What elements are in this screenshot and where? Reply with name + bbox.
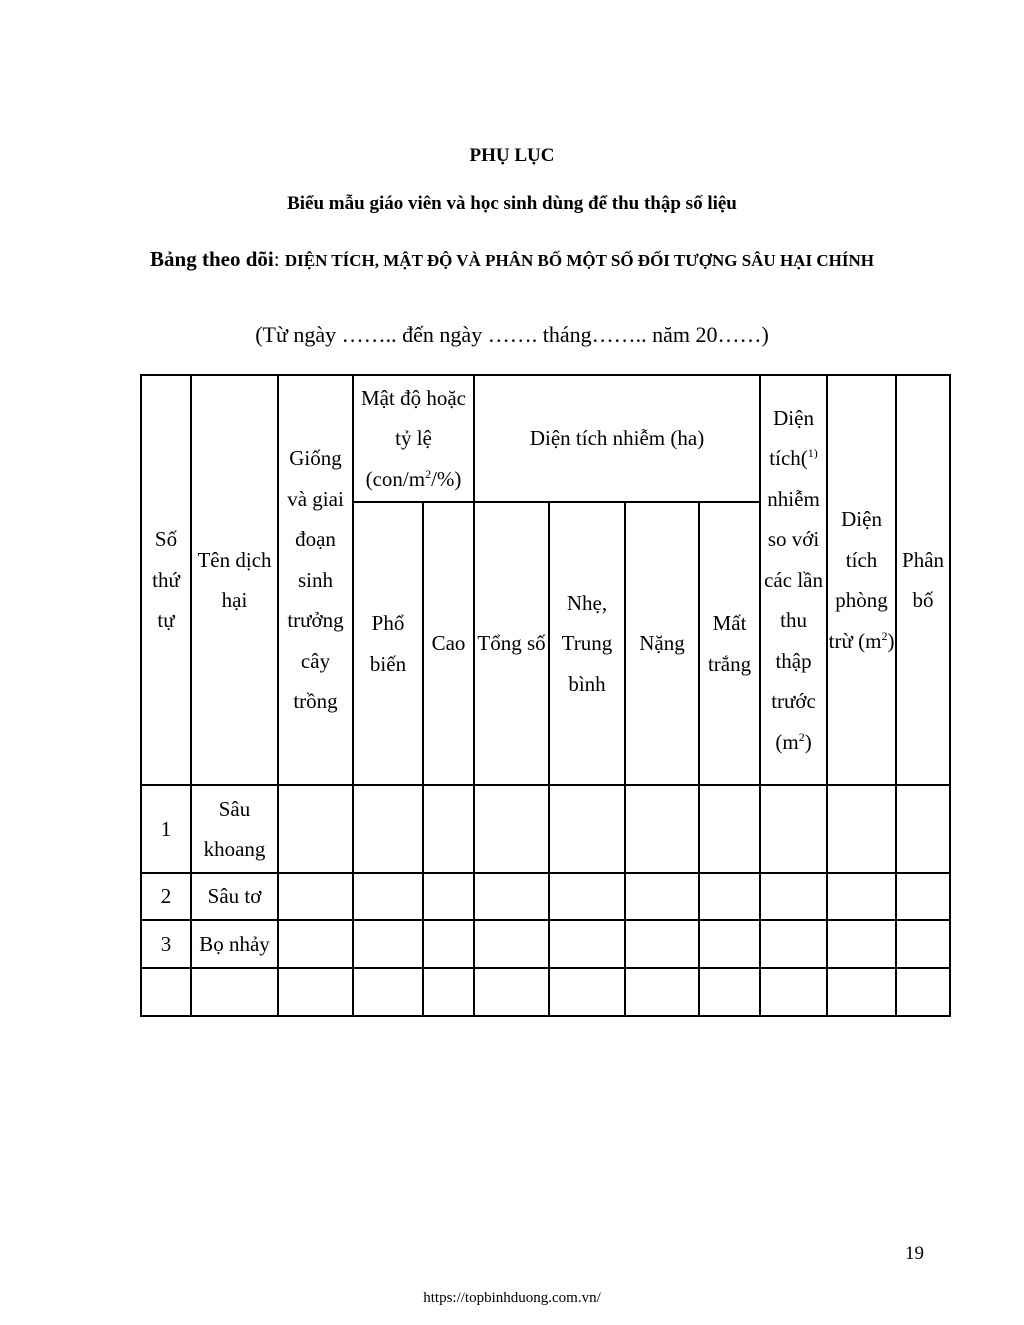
- table-title-caps: DIỆN TÍCH, MẬT ĐỘ VÀ PHÂN BỐ MỘT SỐ ĐỐI TƯỢNG SÂU HẠI CHÍNH: [284, 251, 874, 270]
- header-heavy: Nặng: [625, 502, 699, 785]
- empty-cell: [549, 873, 625, 920]
- empty-cell: [760, 785, 827, 873]
- empty-cell: [278, 920, 353, 968]
- empty-cell: [353, 785, 423, 873]
- header-treated-area-end: ): [887, 628, 895, 653]
- empty-cell: [423, 968, 474, 1016]
- header-area-compare-tail: nhiễm so với các lần thu thập trước (m: [764, 486, 823, 754]
- empty-cell: [896, 873, 950, 920]
- empty-cell: [353, 968, 423, 1016]
- page-number: 19: [905, 1243, 924, 1264]
- table-row: [141, 968, 950, 1016]
- row-stt: 3: [141, 920, 191, 968]
- row-pest-name: Sâu tơ: [191, 873, 278, 920]
- empty-cell: [353, 920, 423, 968]
- header-density-tail: /%): [431, 466, 462, 491]
- date-range: (Từ ngày …….. đến ngày ……. tháng…….. năm 20……): [255, 322, 769, 347]
- header-light-medium: Nhẹ, Trung bình: [549, 502, 625, 785]
- empty-cell: [827, 920, 896, 968]
- empty-cell: [699, 920, 760, 968]
- empty-cell: [423, 873, 474, 920]
- header-distribution: Phân bố: [896, 375, 950, 785]
- header-infected-area: Diện tích nhiễm (ha): [474, 375, 760, 502]
- row-pest-name: [191, 968, 278, 1016]
- header-pest-name: Tên dịch hại: [191, 375, 278, 785]
- empty-cell: [549, 968, 625, 1016]
- empty-cell: [699, 785, 760, 873]
- pest-monitoring-table: [140, 374, 951, 1017]
- empty-cell: [760, 920, 827, 968]
- header-treated-area: [827, 375, 896, 785]
- header-density-sup: 2: [425, 466, 432, 481]
- appendix-title: PHỤ LỤC: [469, 145, 555, 166]
- header-high: Cao: [423, 502, 474, 785]
- table-row: [141, 873, 950, 920]
- row-pest-name: Sâu khoang: [191, 785, 278, 873]
- empty-cell: [699, 873, 760, 920]
- header-density-text: Mật độ hoặc tỷ lệ (con/m: [361, 385, 466, 491]
- header-common: Phổ biến: [353, 502, 423, 785]
- empty-cell: [474, 920, 549, 968]
- row-stt: 1: [141, 785, 191, 873]
- table-title: [0, 240, 1024, 280]
- empty-cell: [625, 785, 699, 873]
- empty-cell: [423, 785, 474, 873]
- header-stt: Số thứ tự: [141, 375, 191, 785]
- empty-cell: [423, 920, 474, 968]
- empty-cell: [549, 920, 625, 968]
- empty-cell: [896, 785, 950, 873]
- header-crop-loss: Mất trắng: [699, 502, 760, 785]
- empty-cell: [474, 785, 549, 873]
- row-pest-name: Bọ nhảy: [191, 920, 278, 968]
- empty-cell: [896, 920, 950, 968]
- row-stt: [141, 968, 191, 1016]
- row-stt: 2: [141, 873, 191, 920]
- empty-cell: [625, 920, 699, 968]
- empty-cell: [625, 968, 699, 1016]
- empty-cell: [760, 873, 827, 920]
- header-area-compare-sup2: 2: [798, 729, 805, 744]
- header-treated-area-sup: 2: [881, 628, 888, 643]
- empty-cell: [278, 968, 353, 1016]
- table-title-prefix: Bảng theo dõi: [150, 247, 274, 271]
- source-url[interactable]: https://topbinhduong.com.vn/: [423, 1290, 601, 1306]
- header-treated-area-text: Diện tích phòng trừ (m: [828, 507, 888, 653]
- empty-cell: [353, 873, 423, 920]
- header-variety: Giống và giai đoạn sinh trưởng cây trồng: [278, 375, 353, 785]
- table-row: [141, 920, 950, 968]
- empty-cell: [549, 785, 625, 873]
- empty-cell: [699, 968, 760, 1016]
- header-density: [353, 375, 474, 502]
- empty-cell: [278, 785, 353, 873]
- table-title-colon: :: [273, 247, 285, 271]
- header-area-compare-sup: 1): [807, 446, 818, 461]
- empty-cell: [827, 785, 896, 873]
- header-area-compare-text: Diện tích(: [769, 405, 814, 471]
- header-area-compare-end: ): [804, 729, 812, 754]
- table-row: [141, 785, 950, 873]
- header-area-compare: [760, 375, 827, 785]
- empty-cell: [278, 873, 353, 920]
- empty-cell: [625, 873, 699, 920]
- empty-cell: [474, 873, 549, 920]
- empty-cell: [827, 873, 896, 920]
- empty-cell: [474, 968, 549, 1016]
- header-total: Tổng số: [474, 502, 549, 785]
- empty-cell: [827, 968, 896, 1016]
- empty-cell: [896, 968, 950, 1016]
- form-subtitle: Biểu mẫu giáo viên và học sinh dùng để thu thập số liệu: [287, 193, 737, 214]
- empty-cell: [760, 968, 827, 1016]
